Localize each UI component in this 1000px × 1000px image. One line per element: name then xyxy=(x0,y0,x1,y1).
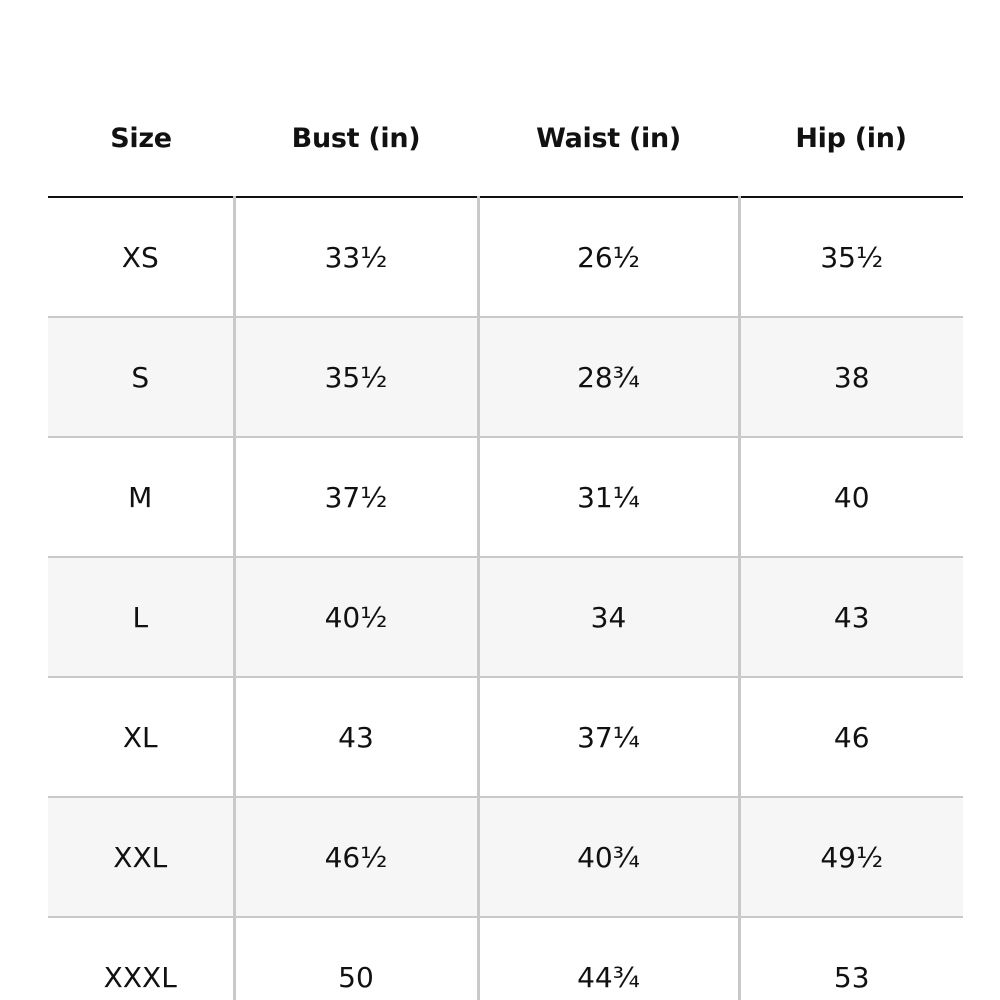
table-row xyxy=(48,317,963,437)
hip-cell: 46 xyxy=(739,677,963,797)
waist-cell: 40¾ xyxy=(478,797,739,917)
size-cell: M xyxy=(48,437,234,557)
hip-cell: 35½ xyxy=(739,197,963,317)
bust-cell: 43 xyxy=(234,677,478,797)
bust-cell: 37½ xyxy=(234,437,478,557)
table-row xyxy=(48,197,963,317)
waist-cell: 26½ xyxy=(478,197,739,317)
waist-cell: 37¼ xyxy=(478,677,739,797)
bust-cell: 46½ xyxy=(234,797,478,917)
bust-cell: 50 xyxy=(234,917,478,1000)
table-row xyxy=(48,677,963,797)
hip-cell: 40 xyxy=(739,437,963,557)
hip-cell: 38 xyxy=(739,317,963,437)
size-cell: XXL xyxy=(48,797,234,917)
header-hip: Hip (in) xyxy=(739,80,963,197)
size-cell: XL xyxy=(48,677,234,797)
header-size: Size xyxy=(48,80,234,197)
bust-cell: 35½ xyxy=(234,317,478,437)
waist-cell: 28¾ xyxy=(478,317,739,437)
hip-cell: 43 xyxy=(739,557,963,677)
waist-cell: 31¼ xyxy=(478,437,739,557)
size-cell: XXXL xyxy=(48,917,234,1000)
table-row xyxy=(48,797,963,917)
waist-cell: 44¾ xyxy=(478,917,739,1000)
waist-cell: 34 xyxy=(478,557,739,677)
size-chart-table xyxy=(48,80,963,1000)
header-waist: Waist (in) xyxy=(478,80,739,197)
size-cell: L xyxy=(48,557,234,677)
header-row xyxy=(48,80,963,197)
bust-cell: 33½ xyxy=(234,197,478,317)
table-row xyxy=(48,437,963,557)
hip-cell: 53 xyxy=(739,917,963,1000)
table-row xyxy=(48,917,963,1000)
hip-cell: 49½ xyxy=(739,797,963,917)
bust-cell: 40½ xyxy=(234,557,478,677)
header-bust: Bust (in) xyxy=(234,80,478,197)
size-cell: XS xyxy=(121,240,159,274)
table-row xyxy=(48,557,963,677)
size-cell: S xyxy=(48,317,234,437)
